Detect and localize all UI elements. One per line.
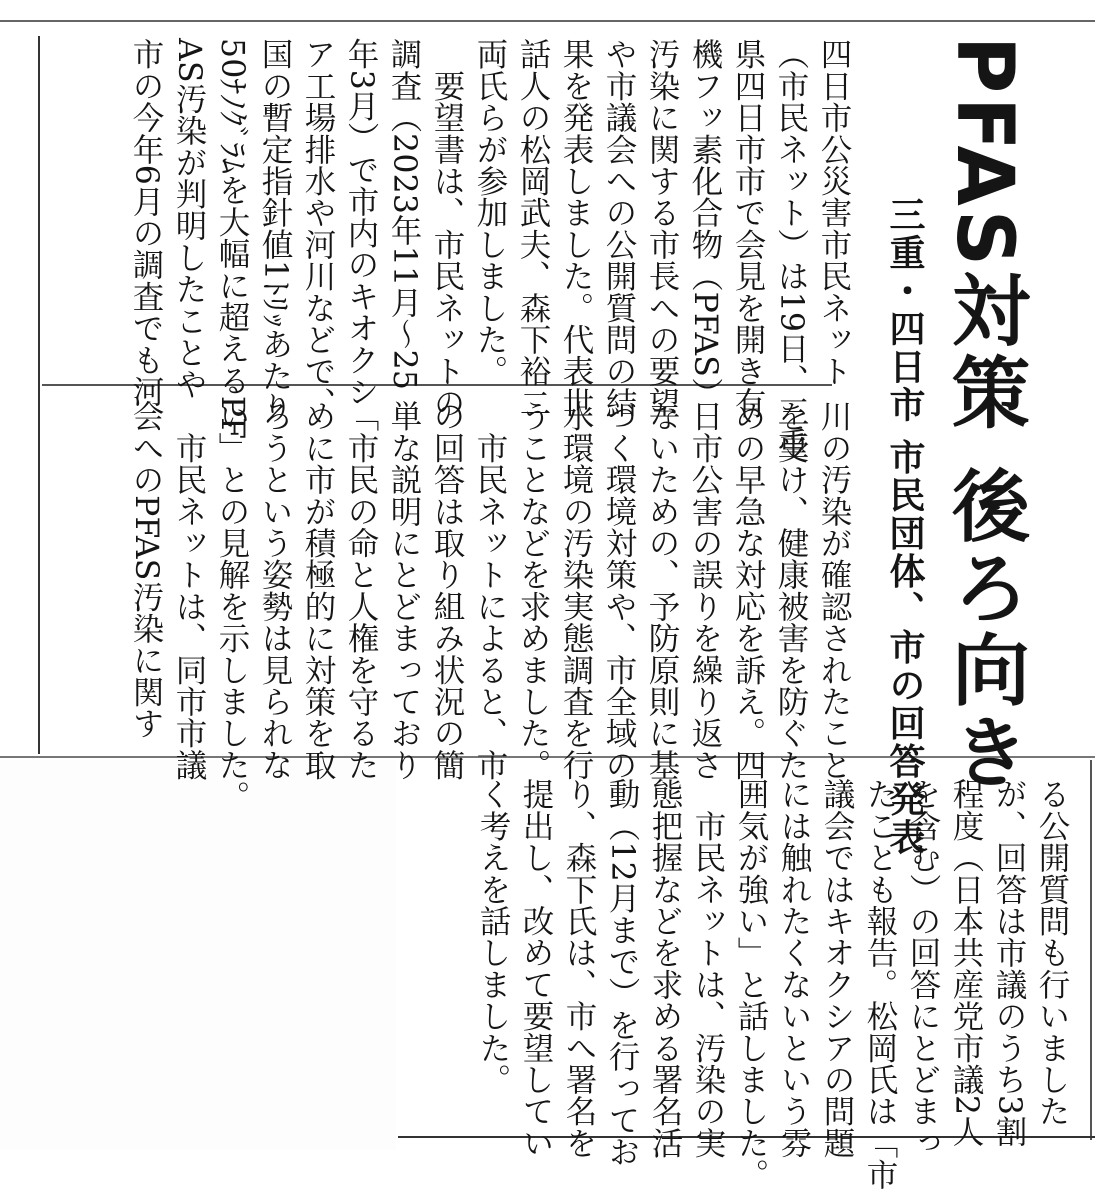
text-line: 機フッ素化合物（PFAS） <box>687 38 723 409</box>
right-edge-rule <box>1090 760 1092 1140</box>
text-line: く考えを話しました。 <box>475 778 511 1095</box>
text-line: 市民ネットは、汚染の実 <box>690 778 726 1159</box>
text-line: 単な説明にとどまっており <box>386 400 422 781</box>
text-line: ろうという姿勢は見られな <box>257 400 293 781</box>
text-line: 程度（日本共産党市議2人 <box>948 778 984 1147</box>
left-column-rule <box>38 36 40 754</box>
text-line: 市の今年6月の調査でも河 <box>128 38 164 407</box>
text-line: 川の汚染が確認されたこと <box>816 400 852 781</box>
text-line: たことも報告。松岡氏は「市 <box>862 778 898 1190</box>
text-line: や市議会への公開質問の結 <box>601 38 637 419</box>
text-line: い」との見解を示しました。 <box>214 400 250 813</box>
text-line: 態把握などを求める署名活 <box>647 778 683 1159</box>
text-line: めの早急な対応を訴え。四 <box>730 400 766 781</box>
text-line: 果を発表しました。代表世 <box>558 38 594 419</box>
text-line: る公開質問も行いました <box>1034 778 1070 1127</box>
text-line: 水環境の汚染実態調査を行 <box>558 400 594 781</box>
text-line: ア工場排水や河川などで、 <box>300 38 336 419</box>
text-line: 年3月）で市内のキオクシ <box>343 38 379 407</box>
text-line: 囲気が強い」と話しました。 <box>733 778 769 1190</box>
top-rule <box>0 20 1095 22</box>
text-line: 両氏らが参加しました。 <box>472 38 508 387</box>
text-line: 「市民の命と人権を守るた <box>343 400 379 781</box>
text-line: AS汚染が判明したことや <box>171 38 207 400</box>
text-line: には触れたくないという雰 <box>776 778 812 1159</box>
text-line: 会へのPFAS汚染に関す <box>128 400 164 740</box>
text-line: 市民ネットは、同市市議 <box>171 400 207 781</box>
text-line: り、森下氏は、市へ署名を <box>561 778 597 1159</box>
text-line: を含む）の回答にとどまっ <box>905 778 941 1159</box>
text-line: 話人の松岡武夫、森下裕二 <box>515 38 551 419</box>
text-line: 国の暫定指針値1ﾄﾘｯあたり <box>257 38 293 424</box>
blank-area <box>0 760 396 1150</box>
text-line: ないための、予防原則に基 <box>644 400 680 781</box>
text-line: 市民ネットによると、市 <box>472 400 508 781</box>
text-line: 汚染に関する市長への要望 <box>644 38 680 419</box>
text-line: 調査（2023年11月～25 <box>386 38 422 391</box>
text-line: を受け、健康被害を防ぐた <box>773 400 809 781</box>
text-line: 50ﾅﾉｸﾞﾗﾑを大幅に超えるPF <box>214 38 250 440</box>
body-block-lower <box>471 778 1073 1190</box>
text-line: 日市公害の誤りを繰り返さ <box>687 400 723 781</box>
text-line: 提出し、改めて要望してい <box>518 778 554 1159</box>
text-line: の回答は取り組み状況の簡 <box>429 400 465 781</box>
headline: PFAS対策 後ろ向き <box>939 36 1029 794</box>
text-line: 四日市公災害市民ネット <box>816 38 852 387</box>
text-line: 県四日市市で会見を開き有 <box>730 38 766 419</box>
body-block-upper <box>124 38 855 459</box>
text-line: づく環境対策や、市全域の <box>601 400 637 781</box>
text-line: 動（12月まで）を行ってお <box>604 778 640 1168</box>
text-line: 要望書は、市民ネットの <box>429 38 465 419</box>
text-line: 議会ではキオクシアの問題 <box>819 778 855 1159</box>
text-line: が、回答は市議のうち3割 <box>991 778 1027 1147</box>
subheadline: 三重・四日市 市民団体、市の回答発表 <box>884 196 925 857</box>
text-line: （市民ネット）は19日、三重 <box>773 38 809 459</box>
text-line: めに市が積極的に対策を取 <box>300 400 336 781</box>
body-block-middle <box>124 400 855 812</box>
text-line: うことなどを求めました。 <box>515 400 551 781</box>
